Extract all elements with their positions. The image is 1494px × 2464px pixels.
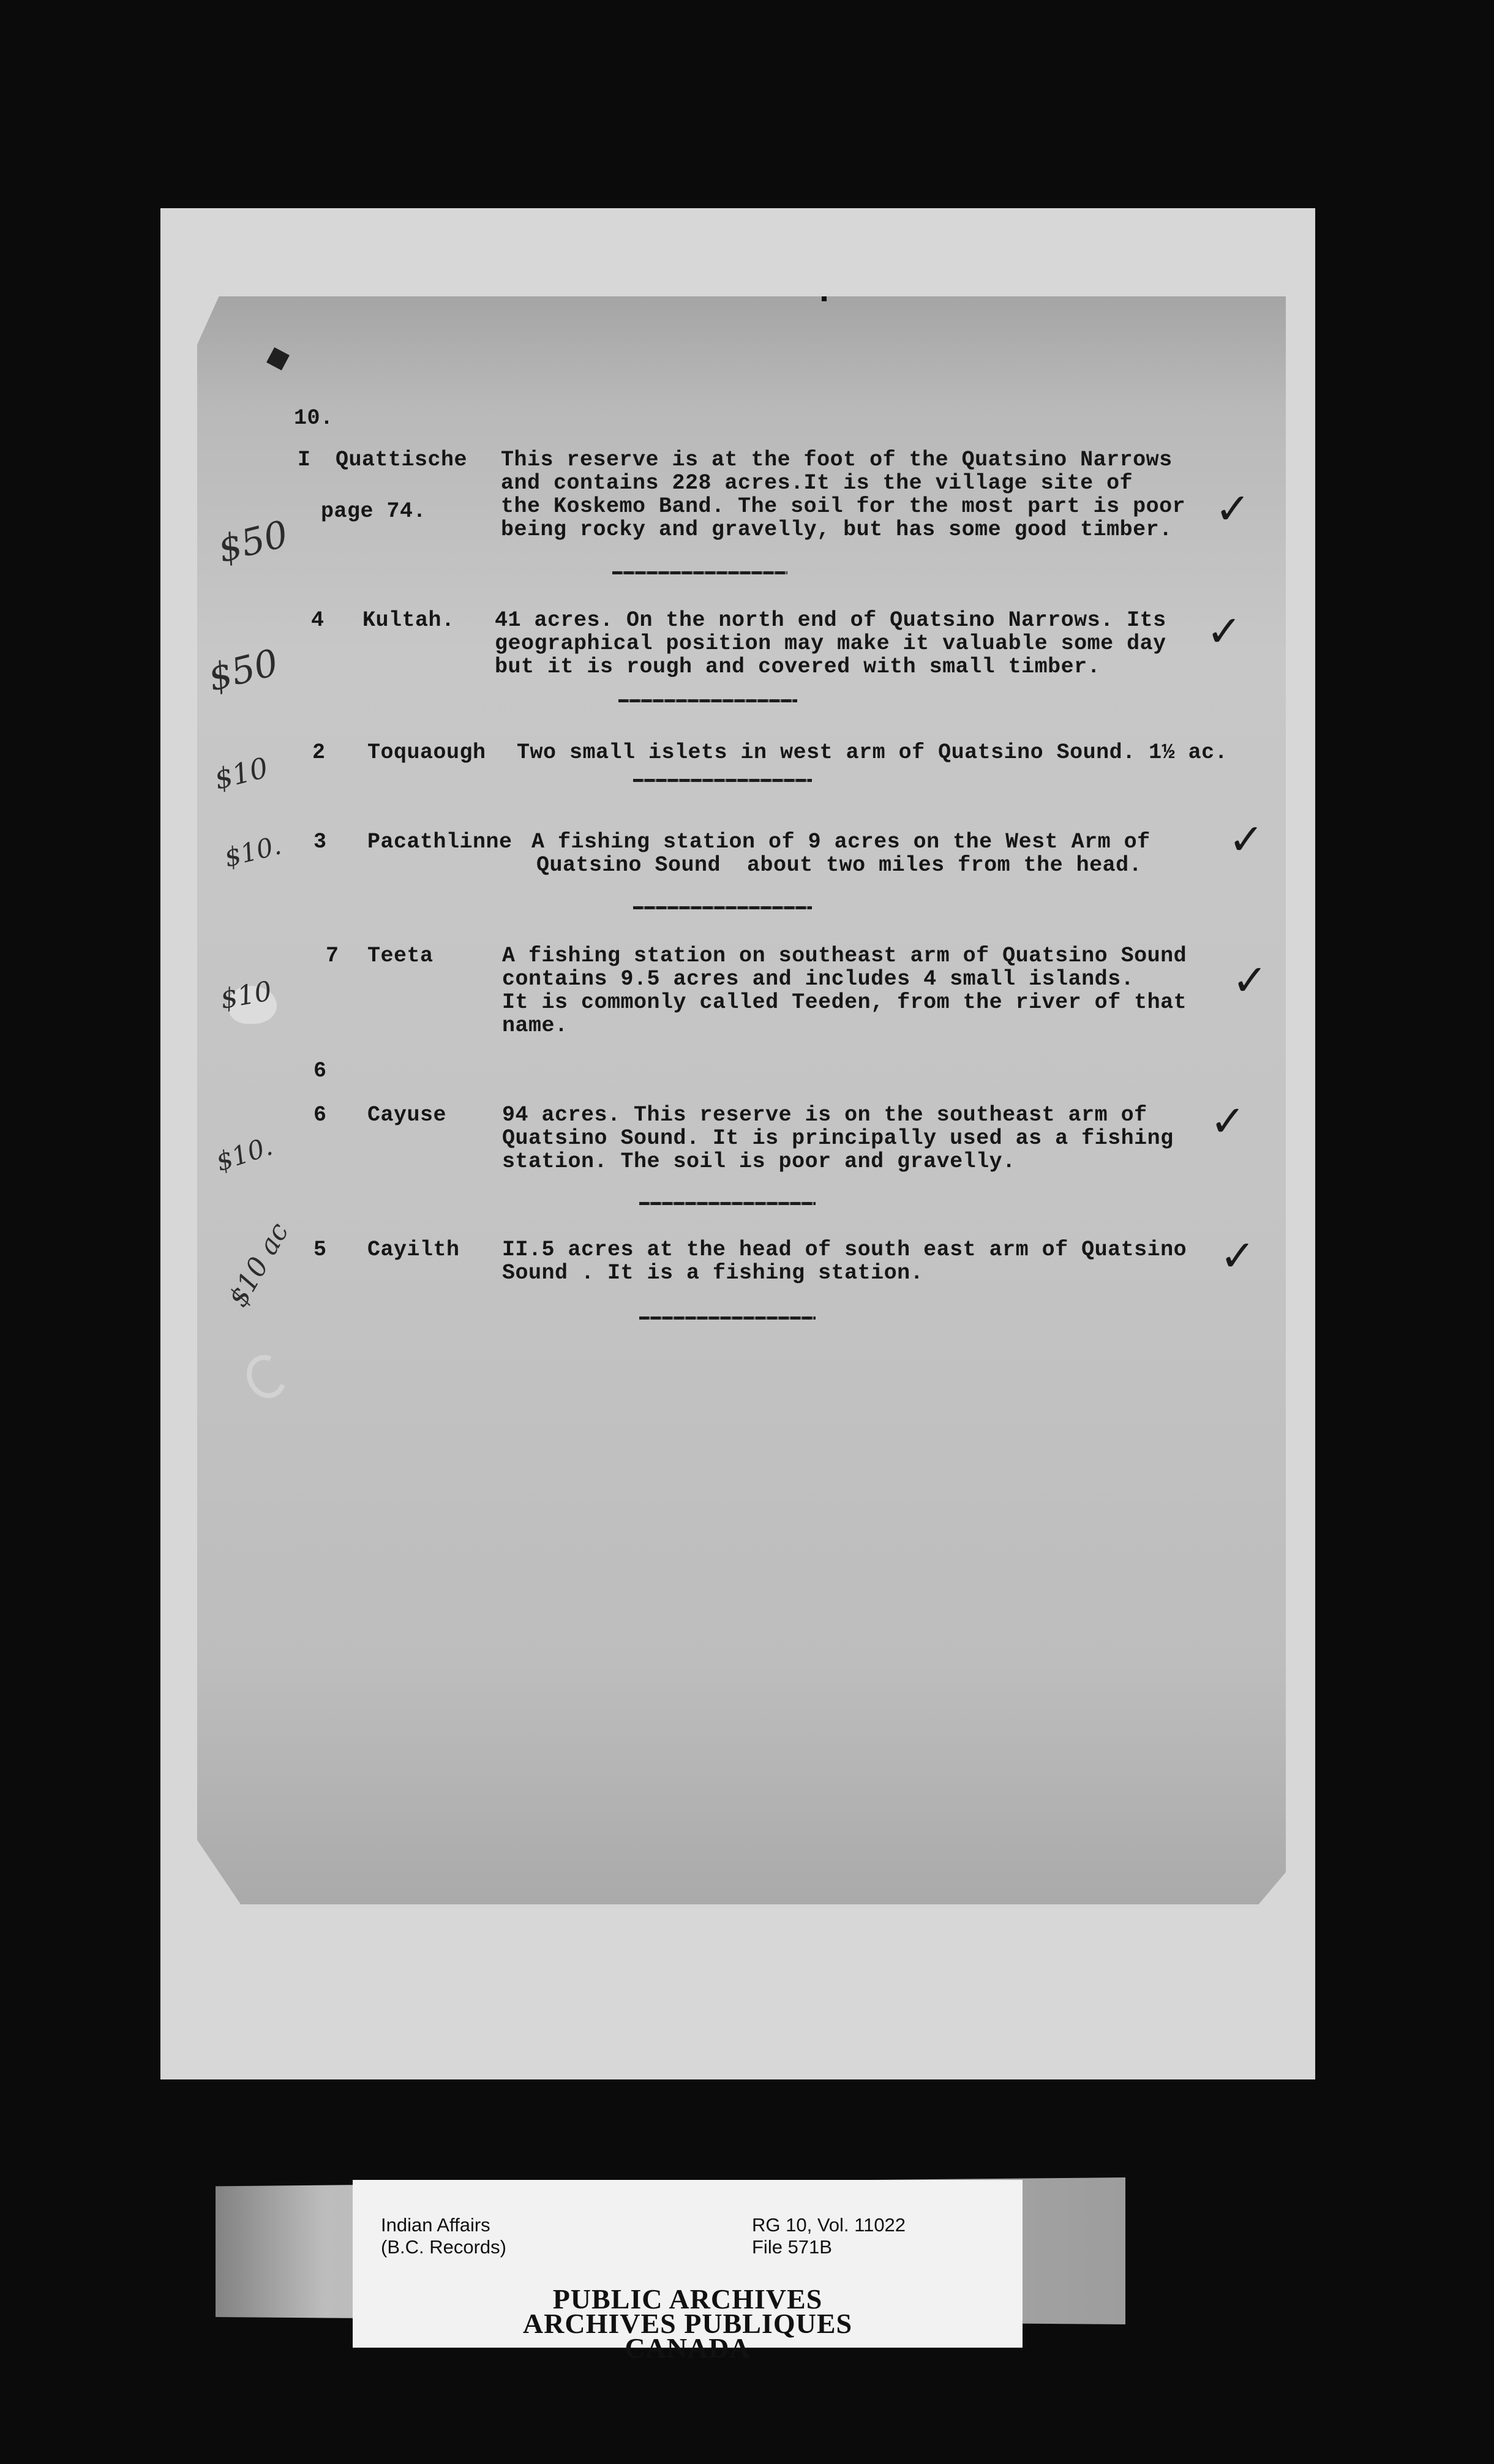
entry-text-line: being rocky and gravelly, but has some good timber.	[501, 517, 1173, 542]
stray-number: 6	[313, 1059, 327, 1083]
margin-note: $10 ac	[222, 1217, 295, 1312]
entry-number: 4	[311, 608, 325, 633]
label-records: (B.C. Records)	[381, 2236, 506, 2258]
check-mark-icon: ✓	[1232, 955, 1268, 1005]
entry-number: I	[298, 448, 311, 472]
entry-text-line: 41 acres. On the north end of Quatsino Narrows. Its	[495, 608, 1166, 633]
entry-name: Toquaough	[367, 740, 486, 765]
label-volume: RG 10, Vol. 11022	[752, 2214, 906, 2236]
section-rule	[618, 699, 797, 702]
section-rule	[633, 906, 812, 909]
margin-note: $10	[218, 975, 274, 1015]
entry-number: 5	[313, 1238, 327, 1262]
entry-number: 6	[313, 1103, 327, 1127]
entry-text-line: name.	[502, 1013, 568, 1038]
entry-name: Quattische	[336, 448, 468, 472]
archives-title-fr: ARCHIVES PUBLIQUES	[522, 2308, 853, 2339]
entry-number: 3	[313, 830, 327, 854]
margin-note: $50	[214, 513, 293, 571]
label-department: Indian Affairs	[381, 2214, 490, 2236]
check-mark-icon: ✓	[1206, 606, 1242, 656]
entry-text-line: It is commonly called Teeden, from the river of that	[502, 990, 1187, 1015]
entry-number: 2	[312, 740, 326, 765]
entry-text-line: A fishing station on southeast arm of Quatsino Sound	[502, 944, 1187, 968]
page-number: 10.	[294, 406, 334, 430]
section-rule	[639, 1202, 816, 1205]
entry-text-line: contains 9.5 acres and includes 4 small islands.	[502, 967, 1135, 991]
entry-page-ref: page 74.	[321, 499, 427, 524]
margin-note: $10.	[212, 1130, 276, 1178]
entry-text-line: the Koskemo Band. The soil for the most part is poor	[501, 494, 1186, 519]
entry-text-line: A fishing station of 9 acres on the West Arm of	[531, 830, 1151, 854]
archives-title-en: PUBLIC ARCHIVES	[552, 2283, 823, 2315]
check-mark-icon: ✓	[1228, 814, 1264, 865]
entry-text-line: Quatsino Sound. It is principally used as a fishing	[502, 1126, 1174, 1151]
margin-note: $10.	[221, 830, 285, 873]
margin-note: $50	[204, 641, 283, 700]
entry-text-line: geographical position may make it valuable some day	[495, 631, 1166, 656]
entry-name: Teeta	[367, 944, 434, 968]
section-rule	[639, 1317, 816, 1320]
entry-name: Pacathlinne	[367, 830, 512, 854]
entry-text-line: station. The soil is poor and gravelly.	[502, 1149, 1016, 1174]
entry-text-line: Two small islets in west arm of Quatsino Sound. 1½ ac.	[517, 740, 1228, 765]
entry-text-line: Quatsino Sound about two miles from the head.	[536, 853, 1143, 877]
check-mark-icon: ✓	[1215, 484, 1251, 534]
margin-note: $10	[211, 751, 272, 796]
label-file: File 571B	[752, 2236, 832, 2258]
entry-name: Kultah.	[362, 608, 455, 633]
entry-number: 7	[326, 944, 339, 968]
entry-text-line: and contains 228 acres.It is the village site of	[501, 471, 1133, 495]
entry-text-line: Sound . It is a fishing station.	[502, 1261, 924, 1285]
entry-name: Cayilth	[367, 1238, 460, 1262]
entry-text-line: but it is rough and covered with small timber.	[495, 655, 1101, 679]
archives-country: CANADA	[625, 2332, 751, 2364]
section-rule	[612, 571, 787, 574]
check-mark-icon: ✓	[1220, 1231, 1256, 1281]
entry-text-line: II.5 acres at the head of south east arm of Quatsino	[502, 1238, 1187, 1262]
entry-name: Cayuse	[367, 1103, 447, 1127]
check-mark-icon: ✓	[1210, 1096, 1246, 1146]
dot-mark	[822, 296, 827, 301]
entry-text-line: This reserve is at the foot of the Quatsino Narrows	[501, 448, 1173, 472]
section-rule	[633, 779, 812, 782]
entry-text-line: 94 acres. This reserve is on the southeast arm of	[502, 1103, 1147, 1127]
